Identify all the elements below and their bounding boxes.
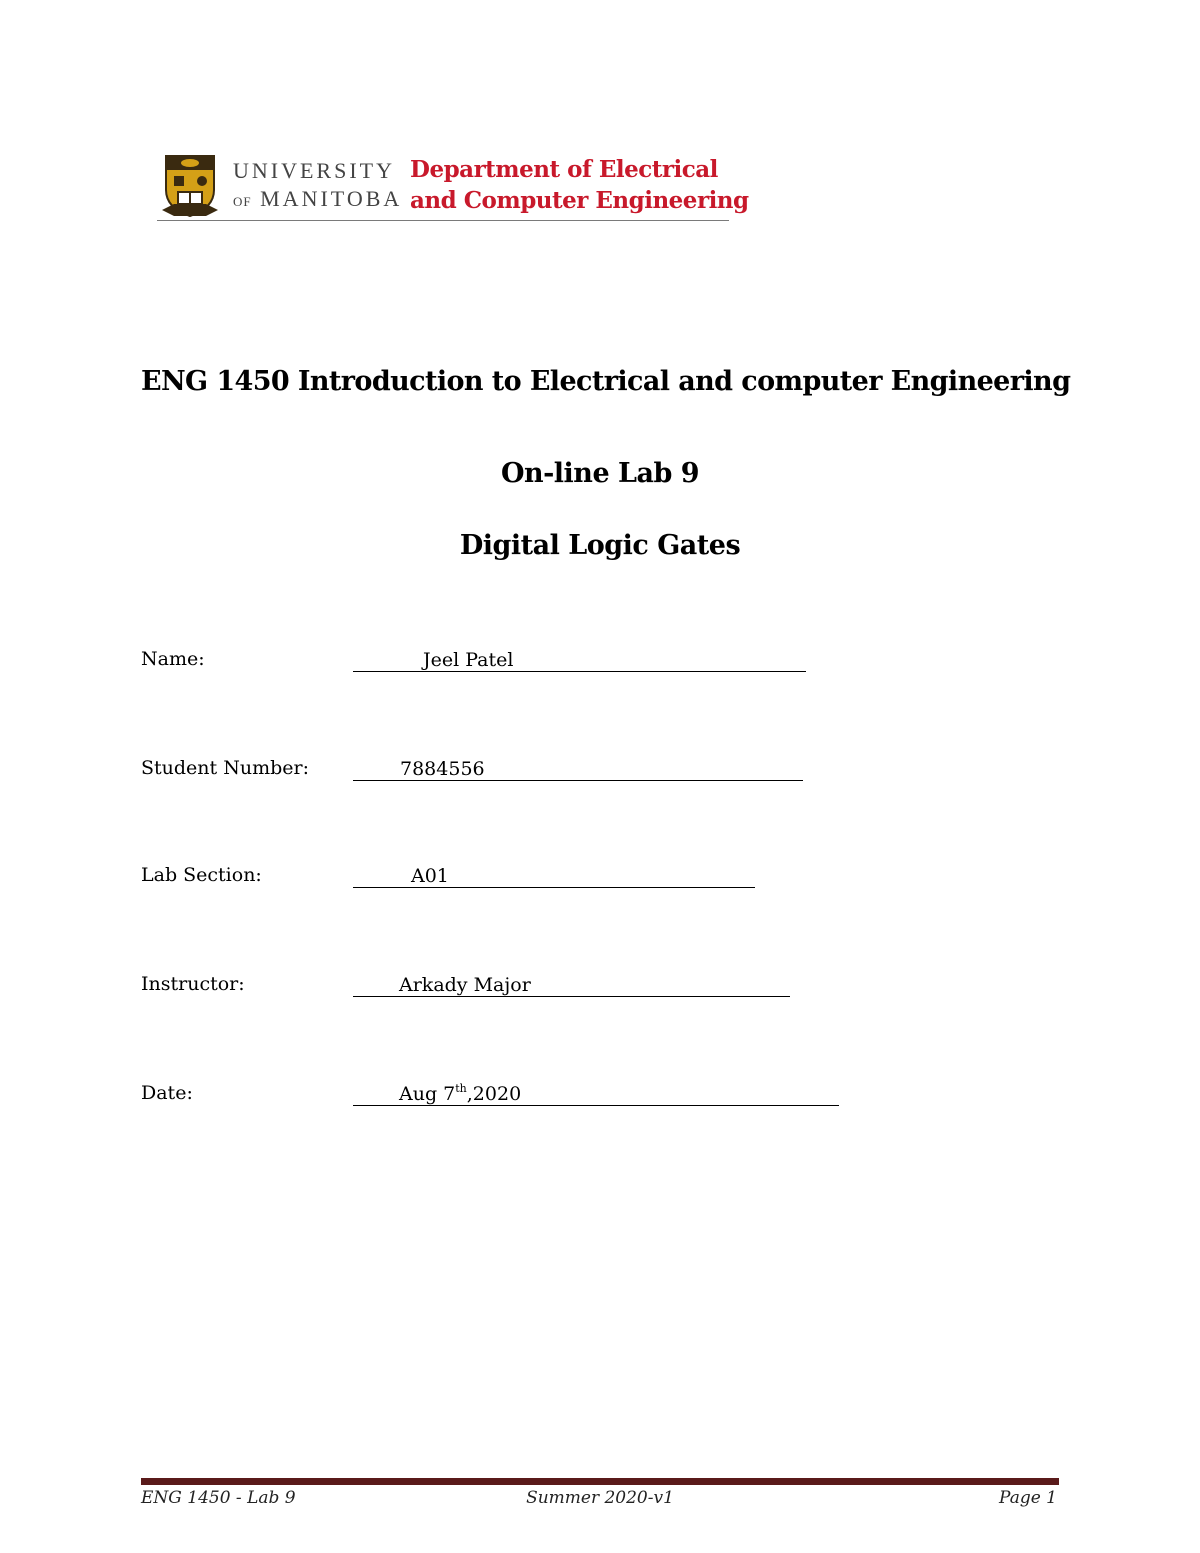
name-value: Jeel Patel <box>423 649 514 671</box>
instructor-label: Instructor: <box>141 973 245 995</box>
header-divider <box>157 220 729 221</box>
name-field <box>141 648 861 678</box>
university-of: OF <box>233 194 252 209</box>
blank-line <box>449 865 755 888</box>
date-suffix: ,2020 <box>466 1083 522 1105</box>
student-number-value: 7884556 <box>400 758 485 780</box>
department-name <box>410 154 749 216</box>
blank-line <box>521 1083 839 1106</box>
blank-line <box>353 865 411 888</box>
blank-line <box>353 758 400 781</box>
department-header <box>157 150 749 224</box>
blank-line <box>513 649 806 672</box>
footer-term: Summer 2020-v1 <box>526 1488 674 1508</box>
student-number-label: Student Number: <box>141 757 309 779</box>
lab-section-value: A01 <box>411 865 449 887</box>
blank-line <box>353 649 423 672</box>
department-line1: Department of Electrical <box>410 156 718 183</box>
instructor-value: Arkady Major <box>399 974 531 996</box>
lab-title: On-line Lab 9 <box>500 458 700 489</box>
footer-course: ENG 1450 - Lab 9 <box>141 1488 296 1508</box>
lab-section-field <box>141 864 861 894</box>
date-field <box>141 1082 861 1112</box>
footer-divider <box>141 1478 1059 1485</box>
instructor-field <box>141 973 861 1003</box>
footer-page-number: Page 1 <box>999 1488 1057 1508</box>
date-label: Date: <box>141 1082 193 1104</box>
name-label: Name: <box>141 648 205 670</box>
page-footer <box>141 1488 1059 1512</box>
date-ordinal: th <box>455 1082 467 1095</box>
lab-section-label: Lab Section: <box>141 864 262 886</box>
university-manitoba: MANITOBA <box>260 186 403 211</box>
blank-line <box>531 974 790 997</box>
date-prefix: Aug 7 <box>399 1083 456 1105</box>
department-line2: and Computer Engineering <box>410 187 749 214</box>
topic-title: Digital Logic Gates <box>459 530 741 561</box>
university-wordmark <box>233 160 402 210</box>
university-line2 <box>233 188 402 210</box>
student-number-field <box>141 757 861 787</box>
date-value <box>399 1083 521 1106</box>
blank-line <box>485 758 803 781</box>
blank-line <box>353 974 399 997</box>
university-crest-icon <box>160 152 220 220</box>
blank-line <box>353 1083 399 1106</box>
course-title: ENG 1450 Introduction to Electrical and computer Engineering <box>141 366 1071 397</box>
university-line1: UNIVERSITY <box>233 158 395 183</box>
